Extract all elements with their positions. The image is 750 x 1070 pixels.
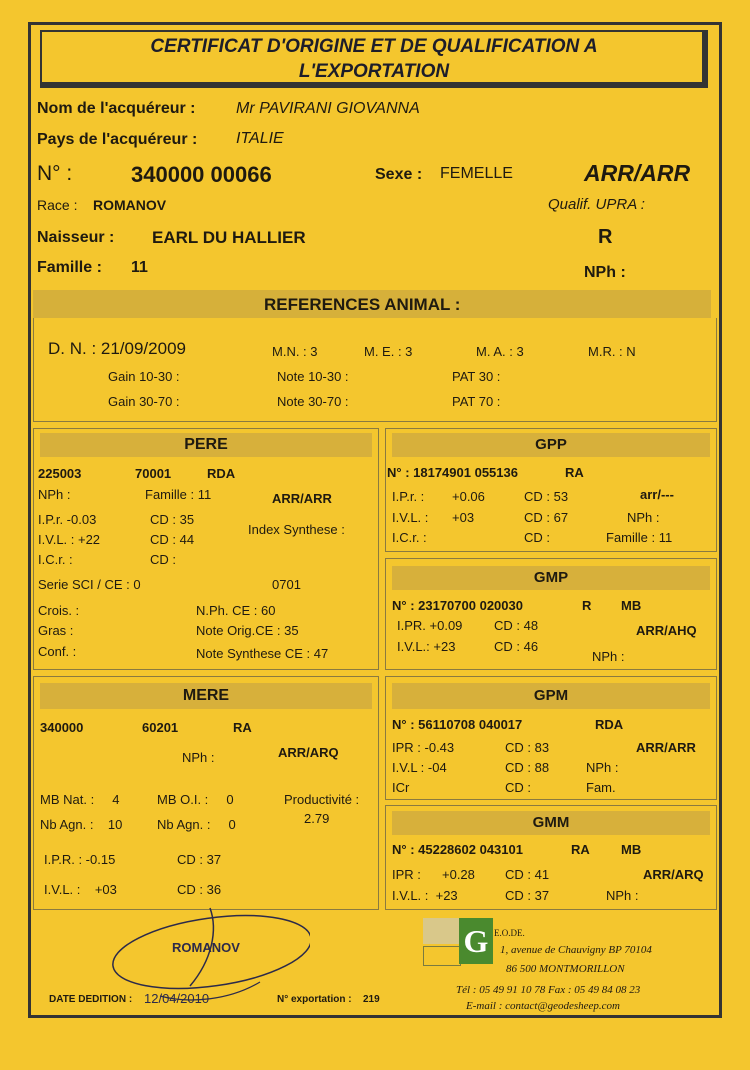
pere-id2: 70001 bbox=[135, 466, 172, 481]
animal-no: 340000 00066 bbox=[131, 162, 272, 187]
gpp-ivl-label: I.V.L. : bbox=[392, 510, 429, 525]
logo-block-2 bbox=[423, 946, 461, 966]
gpm-ivl: I.V.L : -04 bbox=[392, 760, 447, 775]
gmm-ivl: I.V.L. : +23 bbox=[392, 888, 458, 903]
mere-prod-label: Productivité : bbox=[284, 792, 360, 807]
mere-mb-nat: MB Nat. : 4 bbox=[40, 792, 120, 807]
qualif-label: Qualif. UPRA : bbox=[548, 196, 645, 213]
pere-note-synth: Note Synthese CE : 47 bbox=[196, 646, 329, 661]
gmm-ipr-label: IPR : bbox=[392, 867, 421, 882]
mere-nb-agn-2: Nb Agn. : 0 bbox=[157, 817, 236, 832]
address-line-2: 86 500 MONTMORILLON bbox=[506, 963, 625, 975]
pat-70: PAT 70 : bbox=[452, 394, 501, 409]
export-label: N° exportation : bbox=[277, 994, 352, 1005]
race-label: Race : bbox=[37, 197, 78, 213]
gmp-ipr: I.PR. +0.09 bbox=[397, 618, 463, 633]
mere-geno: ARR/ARQ bbox=[278, 745, 339, 760]
tel-fax: Tél : 05 49 91 10 78 Fax : 05 49 84 08 23 bbox=[456, 984, 641, 996]
gpm-icr: ICr bbox=[392, 780, 410, 795]
pere-serie-val: 0701 bbox=[272, 577, 301, 592]
pere-icr: I.C.r. : bbox=[38, 552, 73, 567]
me: M. E. : 3 bbox=[364, 344, 413, 359]
gpp-icr-cd: CD : bbox=[524, 530, 550, 545]
pere-family: Famille : 11 bbox=[145, 487, 212, 502]
mere-nb-agn-1: Nb Agn. : 10 bbox=[40, 817, 123, 832]
note-30-70: Note 30-70 : bbox=[277, 394, 349, 409]
nph-label: NPh : bbox=[584, 264, 626, 281]
geode-logo-icon: G bbox=[459, 918, 493, 964]
gpp-no: N° : 18174901 055136 bbox=[387, 465, 518, 480]
gpm-fam: Fam. bbox=[586, 780, 616, 795]
note-10-30: Note 10-30 : bbox=[277, 369, 349, 384]
gpm-no: N° : 56110708 040017 bbox=[392, 717, 523, 732]
org-short: E.O.DE. bbox=[494, 928, 525, 938]
gpp-ipr-label: I.P.r. : bbox=[392, 489, 425, 504]
gpp-family: Famille : 11 bbox=[606, 530, 673, 545]
gpm-header: GPM bbox=[392, 683, 710, 709]
birth-date: D. N. : 21/09/2009 bbox=[48, 339, 186, 358]
gpp-qual: RA bbox=[565, 465, 584, 480]
mere-qual: RA bbox=[233, 720, 252, 735]
pere-ipr: I.P.r. -0.03 bbox=[38, 512, 97, 527]
pere-geno: ARR/ARR bbox=[272, 491, 332, 506]
gmp-ivl-cd: CD : 46 bbox=[494, 639, 539, 654]
pere-index: Index Synthese : bbox=[248, 522, 345, 537]
gmm-ivl-cd: CD : 37 bbox=[505, 888, 550, 903]
mere-nph: NPh : bbox=[182, 750, 215, 765]
pere-ivl-cd: CD : 44 bbox=[150, 532, 195, 547]
gmp-header: GMP bbox=[392, 566, 710, 590]
gpm-ipr-cd: CD : 83 bbox=[505, 740, 550, 755]
gmp-geno: ARR/AHQ bbox=[636, 623, 697, 638]
gmp-ipr-cd: CD : 48 bbox=[494, 618, 539, 633]
gpm-ipr: IPR : -0.43 bbox=[392, 740, 455, 755]
sex-label: Sexe : bbox=[375, 166, 423, 183]
mn: M.N. : 3 bbox=[272, 344, 318, 359]
mere-header: MERE bbox=[40, 683, 372, 709]
gpp-ivl: +03 bbox=[452, 510, 475, 525]
pere-crois: Crois. : bbox=[38, 603, 80, 618]
mere-ipr: I.P.R. : -0.15 bbox=[44, 852, 116, 867]
gpp-geno: arr/--- bbox=[640, 487, 674, 502]
buyer-country-label: Pays de l'acquéreur : bbox=[37, 131, 198, 148]
gmm-header: GMM bbox=[392, 811, 710, 835]
qualif-value: R bbox=[598, 226, 613, 248]
ma: M. A. : 3 bbox=[476, 344, 524, 359]
mr: M.R. : N bbox=[588, 344, 636, 359]
gmp-qual: R bbox=[582, 598, 592, 613]
date-value: 12/04/2010 bbox=[144, 991, 210, 1006]
gmm-qual: RA bbox=[571, 842, 590, 857]
date-label: DATE DEDITION : bbox=[49, 994, 133, 1005]
gpm-qual: RDA bbox=[595, 717, 624, 732]
sex-value: FEMELLE bbox=[440, 165, 513, 182]
pere-id1: 225003 bbox=[38, 466, 82, 481]
gpm-ivl-cd: CD : 88 bbox=[505, 760, 550, 775]
animal-no-label: N° : bbox=[37, 162, 73, 185]
genotype: ARR/ARR bbox=[584, 160, 691, 186]
gain-30-70: Gain 30-70 : bbox=[108, 394, 180, 409]
pere-nph: NPh : bbox=[38, 487, 71, 502]
gmp-mb: MB bbox=[621, 598, 642, 613]
buyer-country: ITALIE bbox=[236, 130, 284, 147]
gain-10-30: Gain 10-30 : bbox=[108, 369, 180, 384]
gpp-header: GPP bbox=[392, 433, 710, 457]
gmm-nph: NPh : bbox=[606, 888, 639, 903]
gpp-ipr-cd: CD : 53 bbox=[524, 489, 569, 504]
race: ROMANOV bbox=[93, 197, 167, 213]
pere-nph-ce: N.Ph. CE : 60 bbox=[196, 603, 276, 618]
buyer-name: Mr PAVIRANI GIOVANNA bbox=[236, 100, 420, 117]
pere-ivl: I.V.L. : +22 bbox=[38, 532, 101, 547]
address-line-1: 1, avenue de Chauvigny BP 70104 bbox=[500, 944, 652, 956]
mere-mb-oi: MB O.I. : 0 bbox=[157, 792, 234, 807]
gmp-ivl: I.V.L.: +23 bbox=[397, 639, 456, 654]
mere-ivl: I.V.L. : +03 bbox=[44, 882, 117, 897]
mere-id2: 60201 bbox=[142, 720, 179, 735]
gpm-nph: NPh : bbox=[586, 760, 619, 775]
pere-note-orig: Note Orig.CE : 35 bbox=[196, 623, 299, 638]
buyer-name-label: Nom de l'acquéreur : bbox=[37, 100, 196, 117]
pat-30: PAT 30 : bbox=[452, 369, 501, 384]
gmm-no: N° : 45228602 043101 bbox=[392, 842, 523, 857]
gpm-icr-cd: CD : bbox=[505, 780, 531, 795]
title-line-1: CERTIFICAT D'ORIGINE ET DE QUALIFICATION A bbox=[150, 36, 598, 57]
references-header: REFERENCES ANIMAL : bbox=[264, 295, 461, 314]
gpp-icr: I.C.r. : bbox=[392, 530, 427, 545]
pere-qual: RDA bbox=[207, 466, 236, 481]
email: E-mail : contact@geodesheep.com bbox=[466, 1000, 620, 1012]
breeder-label: Naisseur : bbox=[37, 229, 115, 246]
mere-ivl-cd: CD : 36 bbox=[177, 882, 222, 897]
breeder: EARL DU HALLIER bbox=[152, 228, 306, 247]
gpp-ipr: +0.06 bbox=[452, 489, 485, 504]
gmm-geno: ARR/ARQ bbox=[643, 867, 704, 882]
gmp-nph: NPh : bbox=[592, 649, 625, 664]
title-line-2: L'EXPORTATION bbox=[298, 61, 450, 82]
logo-block-1 bbox=[423, 918, 459, 944]
pere-header: PERE bbox=[40, 433, 372, 457]
gmm-ipr: +0.28 bbox=[442, 867, 475, 882]
mere-prod: 2.79 bbox=[304, 811, 330, 826]
pere-serie: Serie SCI / CE : 0 bbox=[38, 577, 141, 592]
pere-ipr-cd: CD : 35 bbox=[150, 512, 195, 527]
mere-id1: 340000 bbox=[40, 720, 84, 735]
family-label: Famille : bbox=[37, 259, 102, 276]
gpp-nph: NPh : bbox=[627, 510, 660, 525]
mere-ipr-cd: CD : 37 bbox=[177, 852, 222, 867]
stamp-text: ROMANOV bbox=[172, 940, 240, 955]
gpm-geno: ARR/ARR bbox=[636, 740, 696, 755]
gmm-ipr-cd: CD : 41 bbox=[505, 867, 550, 882]
pere-gras: Gras : bbox=[38, 623, 74, 638]
gmp-no: N° : 23170700 020030 bbox=[392, 598, 523, 613]
export-value: 219 bbox=[363, 994, 380, 1005]
family: 11 bbox=[131, 259, 148, 276]
pere-icr-cd: CD : bbox=[150, 552, 176, 567]
gpp-ivl-cd: CD : 67 bbox=[524, 510, 569, 525]
gmm-mb: MB bbox=[621, 842, 642, 857]
pere-conf: Conf. : bbox=[38, 644, 77, 659]
